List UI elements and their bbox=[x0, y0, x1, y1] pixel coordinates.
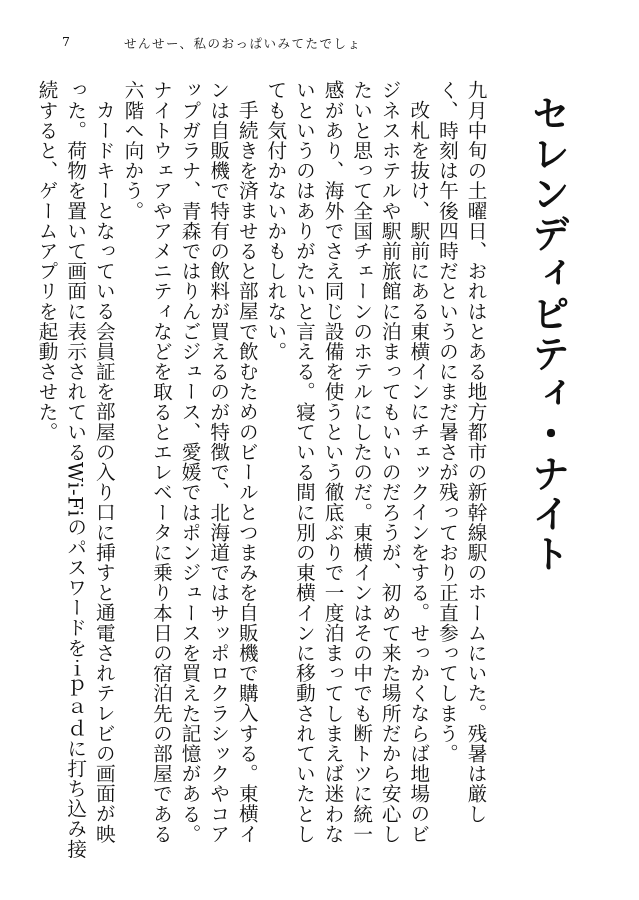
paragraph: カードキーとなっている会員証を部屋の入り口に挿すと通電されテレビの画面が映った。荷物を置いて画面に表示されているWi-Fiのパスワードをｉｐａｄに打ち込み接続すると、ゲームアプリを起動させた。 bbox=[35, 80, 116, 859]
body-text bbox=[35, 80, 489, 860]
page-number: 7 bbox=[62, 34, 71, 49]
running-title: せんせー、私のおっぱいみてたでしょ bbox=[124, 36, 362, 51]
paragraph: 九月中旬の土曜日、おれはとある地方都市の新幹線駅のホームにいた。残暑は厳しく、時刻は午後四時だというのにまだ暑さが残っており正直参ってしまう。 bbox=[435, 80, 487, 824]
paragraph: 手続きを済ませると部屋で飲むためのビールとつまみを自販機で購入する。東横インは自販機で特有の飲料が買えるのが特徴で、北海道ではサッポロクラシックやコアップガラナ、青森ではりんごジュース、愛媛ではポンジュースを買えた記憶がある。ナイトウェアやアメニティなどを取るとエレベータに乗り本日の宿泊先の部屋である六階へ向かう。 bbox=[120, 80, 259, 844]
chapter-title: セレンディピティ・ナイト bbox=[525, 94, 571, 574]
page-header bbox=[62, 34, 619, 54]
paragraph: 改札を抜け、駅前にある東横インにチェックインをする。せっかくならば地場のビジネスホテルや駅前旅館に泊まってもいいのだろうが、初めて来た場所だから安心したいと思って全国チェーンのホテルにしたのだ。東横インはその中でも断トツに統一感があり、海外でさえ同じ設備を使うという徹底ぶりで一度泊まってしまえば迷わないというのはありがたいと言える。寝ている間に別の東横インに移動されていたとしても気付かないかもしれない。 bbox=[263, 80, 430, 844]
